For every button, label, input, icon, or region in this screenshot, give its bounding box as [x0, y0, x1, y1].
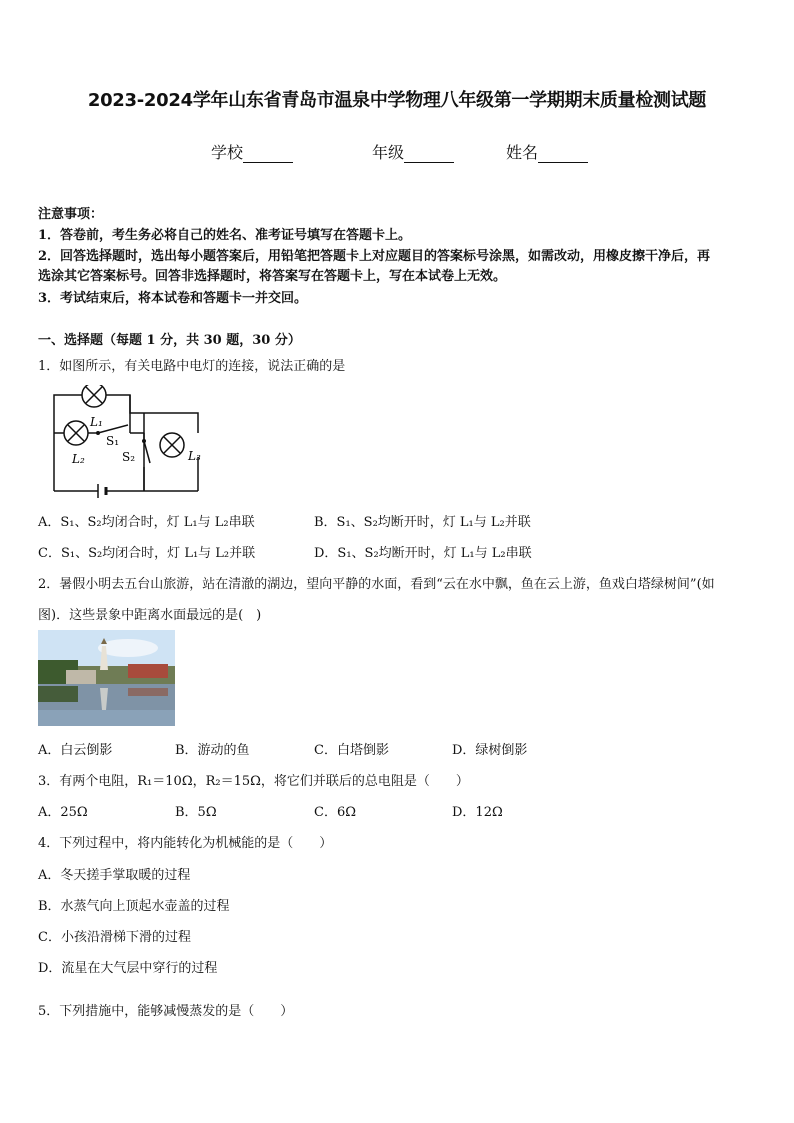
lamp-l3-icon — [160, 433, 184, 457]
school-blank[interactable] — [243, 149, 293, 163]
name-label: 姓名 — [506, 143, 539, 162]
battery-icon — [98, 484, 106, 498]
q3-option-a[interactable]: A．25Ω — [38, 805, 88, 820]
label-l2: L₂ — [72, 452, 85, 466]
grade-blank[interactable] — [404, 149, 454, 163]
q3-stem: 3．有两个电阻，R₁＝10Ω，R₂＝15Ω，将它们并联后的总电阻是（ ） — [38, 774, 469, 789]
grade-label: 年级 — [372, 143, 405, 162]
name-field[interactable] — [506, 140, 588, 163]
q2-option-b[interactable]: B．游动的鱼 — [175, 743, 250, 758]
q1-option-d[interactable]: D．S₁、S₂均断开时，灯 L₁与 L₂串联 — [314, 546, 532, 561]
notice-item: 2．回答选择题时，选出每小题答案后，用铅笔把答题卡上对应题目的答案标号涂黑，如需改动，用橡皮擦干净后，再 — [38, 249, 711, 264]
q4-option-d[interactable]: D．流星在大气层中穿行的过程 — [38, 961, 218, 976]
q1-option-c[interactable]: C．S₁、S₂均闭合时，灯 L₁与 L₂并联 — [38, 546, 256, 561]
lamp-l1-icon — [82, 385, 106, 407]
lake-pagoda-photo — [38, 630, 175, 726]
q3-option-c[interactable]: C．6Ω — [314, 805, 356, 820]
circuit-diagram — [40, 385, 220, 500]
q5-stem: 5．下列措施中，能够减慢蒸发的是（ ） — [38, 1004, 294, 1019]
label-l1: L₁ — [90, 415, 103, 429]
school-field[interactable] — [211, 140, 293, 163]
notice-item: 3．考试结束后，将本试卷和答题卡一并交回。 — [38, 291, 308, 306]
q4-stem: 4．下列过程中，将内能转化为机械能的是（ ） — [38, 836, 333, 851]
notice-item: 1．答卷前，考生务必将自己的姓名、准考证号填写在答题卡上。 — [38, 228, 412, 243]
q2-option-a[interactable]: A．白云倒影 — [38, 743, 113, 758]
q3-option-d[interactable]: D．12Ω — [452, 805, 503, 820]
label-s1: S₁ — [106, 434, 120, 448]
q1-option-b[interactable]: B．S₁、S₂均断开时，灯 L₁与 L₂并联 — [314, 515, 531, 530]
q4-option-c[interactable]: C．小孩沿滑梯下滑的过程 — [38, 930, 191, 945]
q2-stem-line1: 2．暑假小明去五台山旅游，站在清澈的湖边，望向平静的水面，看到“云在水中飘，鱼在云上游，鱼戏白塔绿树间”(如 — [38, 577, 715, 592]
name-blank[interactable] — [538, 149, 588, 163]
q2-stem-line2: 图)．这些景象中距离水面最远的是( ) — [38, 608, 262, 623]
q4-option-a[interactable]: A．冬天搓手掌取暖的过程 — [38, 868, 191, 883]
section-heading: 一、选择题（每题 1 分，共 30 题，30 分） — [38, 333, 301, 348]
notice-heading: 注意事项： — [38, 207, 104, 222]
exam-title: 2023-2024学年山东省青岛市温泉中学物理八年级第一学期期末质量检测试题 — [87, 90, 707, 111]
q4-option-b[interactable]: B．水蒸气向上顶起水壶盖的过程 — [38, 899, 230, 914]
q2-option-d[interactable]: D．绿树倒影 — [452, 743, 528, 758]
label-s2: S₂ — [122, 450, 136, 464]
lamp-l2-icon — [64, 421, 88, 445]
q2-option-c[interactable]: C．白塔倒影 — [314, 743, 389, 758]
q1-stem: 1．如图所示，有关电路中电灯的连接，说法正确的是 — [38, 359, 346, 374]
school-label: 学校 — [211, 143, 244, 162]
q1-option-a[interactable]: A．S₁、S₂均闭合时，灯 L₁与 L₂串联 — [38, 515, 255, 530]
notice-item: 选涂其它答案标号。回答非选择题时，将答案写在答题卡上，写在本试卷上无效。 — [38, 269, 507, 284]
grade-field[interactable] — [372, 140, 454, 163]
label-l3: L₃ — [188, 449, 201, 463]
q3-option-b[interactable]: B．5Ω — [175, 805, 217, 820]
